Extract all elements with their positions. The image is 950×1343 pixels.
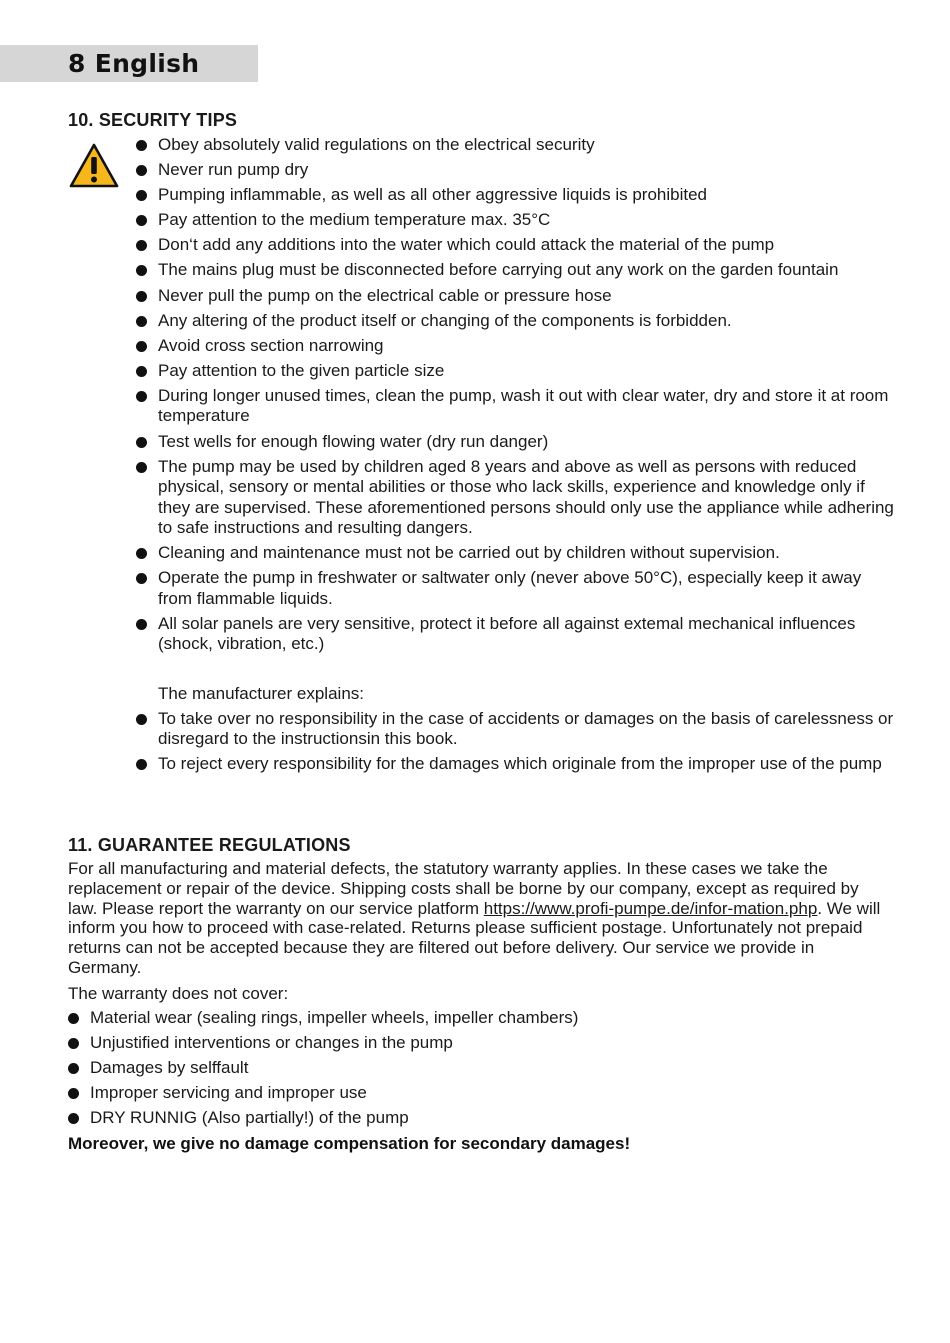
bullet-icon xyxy=(136,140,147,151)
bullet-icon xyxy=(136,265,147,276)
bullet-icon xyxy=(136,437,147,448)
bullet-icon xyxy=(136,619,147,630)
service-platform-link[interactable]: https://www.profi-pumpe.de/infor-mation.php xyxy=(483,898,818,918)
list-item: Any altering of the product itself or changing of the components is forbidden. xyxy=(135,311,895,332)
bullet-icon xyxy=(68,1088,79,1099)
manufacturer-intro: The manufacturer explains: xyxy=(158,683,364,703)
not-covered-list xyxy=(67,1008,887,1133)
bullet-icon xyxy=(136,341,147,352)
bullet-icon xyxy=(68,1038,79,1049)
bullet-icon xyxy=(136,759,147,770)
list-item: Avoid cross section narrowing xyxy=(135,336,895,357)
list-item: Never pull the pump on the electrical cable or pressure hose xyxy=(135,286,895,307)
list-item: Damages by selffault xyxy=(67,1058,887,1079)
list-item: Cleaning and maintenance must not be carried out by children without supervision. xyxy=(135,543,895,564)
bullet-icon xyxy=(68,1113,79,1124)
bullet-icon xyxy=(136,240,147,251)
list-item: The mains plug must be disconnected before carrying out any work on the garden fountain xyxy=(135,260,895,281)
security-tips-heading: 10. SECURITY TIPS xyxy=(68,110,238,130)
list-item: Obey absolutely valid regulations on the electrical security xyxy=(135,135,895,156)
list-item: Pumping inflammable, as well as all other aggressive liquids is prohibited xyxy=(135,185,895,206)
bullet-icon xyxy=(136,190,147,201)
list-item: Test wells for enough flowing water (dry run danger) xyxy=(135,432,895,453)
bullet-icon xyxy=(136,291,147,302)
warning-triangle-icon xyxy=(68,142,120,189)
warranty-not-cover-intro: The warranty does not cover: xyxy=(68,984,289,1003)
closing-statement: Moreover, we give no damage compensation for secondary damages! xyxy=(68,1134,631,1153)
list-item: Unjustified interventions or changes in the pump xyxy=(67,1033,887,1054)
list-item: To take over no responsibility in the case of accidents or damages on the basis of carelessness or disregard to the instructionsin this book. xyxy=(135,709,895,750)
bullet-icon xyxy=(68,1013,79,1024)
bullet-icon xyxy=(136,391,147,402)
page-title: 8 English xyxy=(68,49,200,78)
bullet-icon xyxy=(136,366,147,377)
list-item: DRY RUNNIG (Also partially!) of the pump xyxy=(67,1108,887,1129)
bullet-icon xyxy=(136,165,147,176)
list-item: Pay attention to the given particle size xyxy=(135,361,895,382)
bullet-icon xyxy=(136,573,147,584)
list-item: Don‘t add any additions into the water which could attack the material of the pump xyxy=(135,235,895,256)
list-item: During longer unused times, clean the pump, wash it out with clear water, dry and store it at room temperature xyxy=(135,386,895,427)
list-item: Operate the pump in freshwater or saltwater only (never above 50°C), especially keep it away from flammable liquids. xyxy=(135,568,895,609)
bullet-icon xyxy=(136,548,147,559)
list-item: Material wear (sealing rings, impeller wheels, impeller chambers) xyxy=(67,1008,887,1029)
guarantee-paragraph: For all manufacturing and material defects, the statutory warranty applies. In these cases we take the replacement or repair of the device. Shipping costs shall be borne by our company, except as required by law. Please report the warranty on our service platform https://www.profi-pumpe.de/infor-mation.php. We will inform you how to proceed with case-related. Returns please sufficient postage. Unfortunately not prepaid returns can not be accepted because they are filtered out before delivery. Our service we provide in Germany. xyxy=(68,859,881,977)
bullet-icon xyxy=(136,714,147,725)
list-item: All solar panels are very sensitive, protect it before all against extemal mechanical influences (shock, vibration, etc.) xyxy=(135,614,895,655)
bullet-icon xyxy=(136,316,147,327)
guarantee-heading: 11. GUARANTEE REGULATIONS xyxy=(68,835,351,855)
list-item: Improper servicing and improper use xyxy=(67,1083,887,1104)
bullet-icon xyxy=(136,462,147,473)
bullet-icon xyxy=(136,215,147,226)
list-item: To reject every responsibility for the damages which originale from the improper use of the pump xyxy=(135,754,895,775)
list-item: The pump may be used by children aged 8 years and above as well as persons with reduced physical, sensory or mental abilities or those who lack skills, experience and knowledge only if they are supervised. These aforementioned persons should only use the appliance while adhering to safe instructions and resulting dangers. xyxy=(135,457,895,539)
list-item: Pay attention to the medium temperature max. 35°C xyxy=(135,210,895,231)
security-tips-list xyxy=(135,135,895,779)
bullet-icon xyxy=(68,1063,79,1074)
list-item: Never run pump dry xyxy=(135,160,895,181)
